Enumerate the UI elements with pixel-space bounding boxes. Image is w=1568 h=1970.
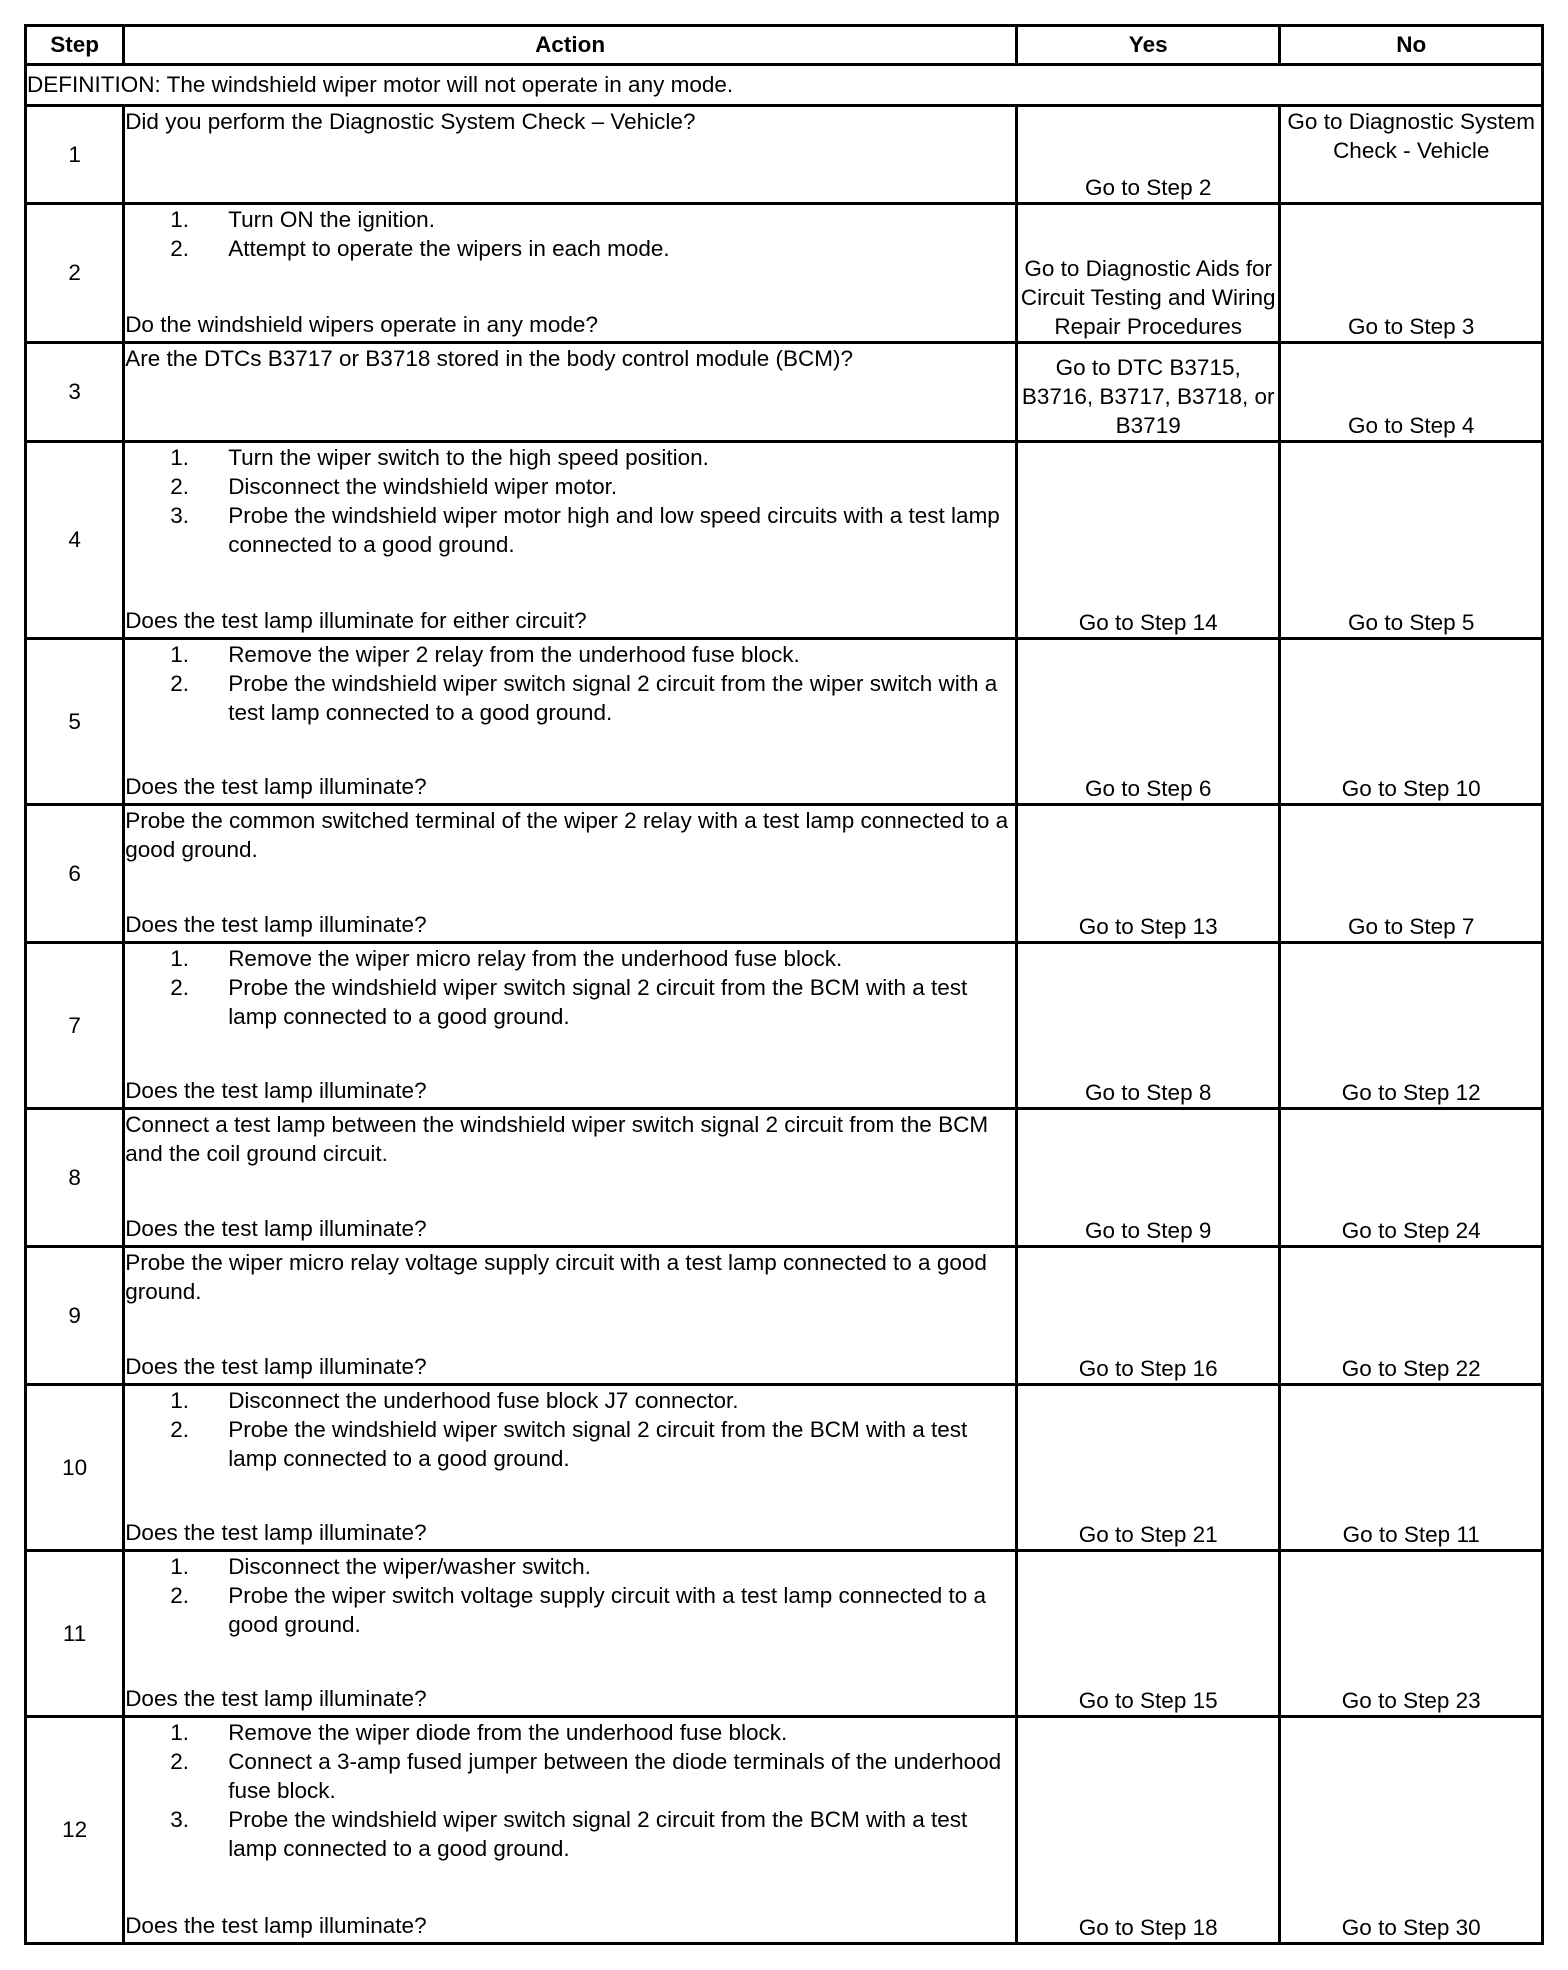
no-result: Go to Step 4	[1280, 343, 1543, 442]
action-cell	[124, 1717, 1017, 1944]
list-item-number: 1.	[170, 1554, 189, 1579]
yes-result: Go to Step 18	[1016, 1717, 1280, 1944]
action-question: Do the windshield wipers operate in any mode?	[125, 312, 598, 337]
header-step: Step	[26, 26, 124, 65]
diagnostic-table	[24, 24, 1544, 1945]
no-result: Go to Step 23	[1280, 1551, 1543, 1717]
list-item	[125, 1718, 1015, 1747]
definition-row	[26, 65, 1543, 106]
no-result: Go to Step 24	[1280, 1109, 1543, 1247]
step-number: 12	[26, 1717, 124, 1944]
action-list	[125, 944, 1015, 1031]
yes-result: Go to Step 15	[1016, 1551, 1280, 1717]
list-item-number: 3.	[170, 503, 189, 528]
no-result: Go to Diagnostic System Check - Vehicle	[1280, 106, 1543, 204]
yes-result: Go to DTC B3715, B3716, B3717, B3718, or B3719	[1016, 343, 1280, 442]
no-result: Go to Step 12	[1280, 943, 1543, 1109]
action-list	[125, 1386, 1015, 1473]
list-item-text: Remove the wiper 2 relay from the underhood fuse block.	[228, 642, 800, 667]
list-item-text: Probe the windshield wiper switch signal 2 circuit from the wiper switch with a test lamp connected to a good ground.	[228, 671, 998, 725]
list-item	[125, 443, 1015, 472]
list-item	[125, 205, 1015, 234]
table-row	[26, 442, 1543, 639]
action-intro: Probe the common switched terminal of the wiper 2 relay with a test lamp connected to a good ground.	[125, 808, 1009, 862]
no-result: Go to Step 10	[1280, 639, 1543, 805]
action-cell	[124, 943, 1017, 1109]
action-cell	[124, 1385, 1017, 1551]
action-question: Does the test lamp illuminate?	[125, 1913, 427, 1938]
no-result: Go to Step 3	[1280, 204, 1543, 343]
list-item-number: 1.	[170, 207, 189, 232]
list-item	[125, 1415, 1015, 1473]
action-cell	[124, 805, 1017, 943]
header-row	[26, 26, 1543, 65]
step-number: 6	[26, 805, 124, 943]
list-item-text: Remove the wiper micro relay from the underhood fuse block.	[228, 946, 843, 971]
table-row	[26, 1109, 1543, 1247]
list-item-number: 1.	[170, 1388, 189, 1413]
list-item	[125, 501, 1015, 559]
list-item-text: Remove the wiper diode from the underhood fuse block.	[228, 1720, 788, 1745]
table-row	[26, 1551, 1543, 1717]
action-question: Does the test lamp illuminate?	[125, 1354, 427, 1379]
list-item	[125, 1386, 1015, 1415]
list-item-number: 1.	[170, 642, 189, 667]
list-item-text: Turn the wiper switch to the high speed position.	[228, 445, 709, 470]
list-item-text: Disconnect the windshield wiper motor.	[228, 474, 618, 499]
action-question: Does the test lamp illuminate?	[125, 1686, 427, 1711]
list-item-text: Probe the wiper switch voltage supply circuit with a test lamp connected to a good ground.	[228, 1583, 987, 1637]
step-number: 10	[26, 1385, 124, 1551]
list-item-text: Disconnect the wiper/washer switch.	[228, 1554, 591, 1579]
list-item-number: 1.	[170, 445, 189, 470]
action-cell	[124, 639, 1017, 805]
no-result: Go to Step 11	[1280, 1385, 1543, 1551]
list-item-number: 2.	[170, 474, 189, 499]
list-item	[125, 1747, 1015, 1805]
list-item-text: Probe the windshield wiper switch signal 2 circuit from the BCM with a test lamp connected to a good ground.	[228, 1807, 968, 1861]
action-cell	[124, 1109, 1017, 1247]
list-item	[125, 944, 1015, 973]
action-list	[125, 443, 1015, 559]
action-list	[125, 640, 1015, 727]
step-number: 5	[26, 639, 124, 805]
list-item-number: 2.	[170, 1749, 189, 1774]
list-item-number: 2.	[170, 1583, 189, 1608]
list-item-number: 1.	[170, 946, 189, 971]
yes-result: Go to Step 14	[1016, 442, 1280, 639]
action-intro: Probe the wiper micro relay voltage supply circuit with a test lamp connected to a good ground.	[125, 1250, 987, 1304]
table-row	[26, 639, 1543, 805]
step-number: 11	[26, 1551, 124, 1717]
table-row	[26, 943, 1543, 1109]
step-number: 9	[26, 1247, 124, 1385]
yes-result: Go to Step 6	[1016, 639, 1280, 805]
list-item-number: 2.	[170, 236, 189, 261]
list-item	[125, 640, 1015, 669]
action-question: Does the test lamp illuminate?	[125, 1078, 427, 1103]
yes-result: Go to Step 21	[1016, 1385, 1280, 1551]
list-item-text: Probe the windshield wiper switch signal 2 circuit from the BCM with a test lamp connected to a good ground.	[228, 1417, 968, 1471]
definition-text: DEFINITION: The windshield wiper motor will not operate in any mode.	[26, 65, 1543, 106]
action-cell	[124, 442, 1017, 639]
table-row	[26, 1247, 1543, 1385]
header-action: Action	[124, 26, 1017, 65]
action-question: Does the test lamp illuminate?	[125, 774, 427, 799]
list-item-text: Turn ON the ignition.	[228, 207, 435, 232]
yes-result: Go to Diagnostic Aids for Circuit Testing and Wiring Repair Procedures	[1016, 204, 1280, 343]
no-result: Go to Step 22	[1280, 1247, 1543, 1385]
yes-result: Go to Step 13	[1016, 805, 1280, 943]
list-item-number: 2.	[170, 975, 189, 1000]
table-row	[26, 1717, 1543, 1944]
list-item	[125, 669, 1015, 727]
list-item	[125, 1805, 1015, 1863]
step-number: 2	[26, 204, 124, 343]
list-item-text: Probe the windshield wiper switch signal 2 circuit from the BCM with a test lamp connected to a good ground.	[228, 975, 968, 1029]
table-row	[26, 343, 1543, 442]
table-row	[26, 1385, 1543, 1551]
yes-result: Go to Step 9	[1016, 1109, 1280, 1247]
header-no: No	[1280, 26, 1543, 65]
list-item-number: 2.	[170, 1417, 189, 1442]
list-item-number: 1.	[170, 1720, 189, 1745]
table-row	[26, 106, 1543, 204]
list-item-text: Attempt to operate the wipers in each mode.	[228, 236, 670, 261]
list-item	[125, 1552, 1015, 1581]
action-cell	[124, 343, 1017, 442]
step-number: 1	[26, 106, 124, 204]
list-item-number: 3.	[170, 1807, 189, 1832]
action-question: Does the test lamp illuminate?	[125, 1216, 427, 1241]
action-list	[125, 1552, 1015, 1639]
diagnostic-page	[24, 24, 1544, 1945]
action-cell	[124, 106, 1017, 204]
action-cell	[124, 1551, 1017, 1717]
yes-result: Go to Step 16	[1016, 1247, 1280, 1385]
action-intro: Are the DTCs B3717 or B3718 stored in the body control module (BCM)?	[125, 346, 854, 371]
no-result: Go to Step 30	[1280, 1717, 1543, 1944]
header-yes: Yes	[1016, 26, 1280, 65]
yes-result: Go to Step 8	[1016, 943, 1280, 1109]
list-item-text: Disconnect the underhood fuse block J7 connector.	[228, 1388, 739, 1413]
step-number: 8	[26, 1109, 124, 1247]
list-item	[125, 973, 1015, 1031]
list-item	[125, 472, 1015, 501]
table-row	[26, 204, 1543, 343]
no-result: Go to Step 7	[1280, 805, 1543, 943]
no-result: Go to Step 5	[1280, 442, 1543, 639]
list-item-text: Connect a 3-amp fused jumper between the diode terminals of the underhood fuse block.	[228, 1749, 1002, 1803]
list-item	[125, 1581, 1015, 1639]
action-list	[125, 1718, 1015, 1863]
yes-result: Go to Step 2	[1016, 106, 1280, 204]
step-number: 3	[26, 343, 124, 442]
step-number: 7	[26, 943, 124, 1109]
action-list	[125, 205, 1015, 263]
table-row	[26, 805, 1543, 943]
action-question: Does the test lamp illuminate?	[125, 912, 427, 937]
list-item-number: 2.	[170, 671, 189, 696]
action-intro: Did you perform the Diagnostic System Check – Vehicle?	[125, 109, 696, 134]
step-number: 4	[26, 442, 124, 639]
list-item-text: Probe the windshield wiper motor high and low speed circuits with a test lamp connected to a good ground.	[228, 503, 1000, 557]
action-cell	[124, 204, 1017, 343]
action-intro: Connect a test lamp between the windshield wiper switch signal 2 circuit from the BCM and the coil ground circuit.	[125, 1112, 989, 1166]
action-cell	[124, 1247, 1017, 1385]
action-question: Does the test lamp illuminate for either circuit?	[125, 608, 587, 633]
list-item	[125, 234, 1015, 263]
action-question: Does the test lamp illuminate?	[125, 1520, 427, 1545]
